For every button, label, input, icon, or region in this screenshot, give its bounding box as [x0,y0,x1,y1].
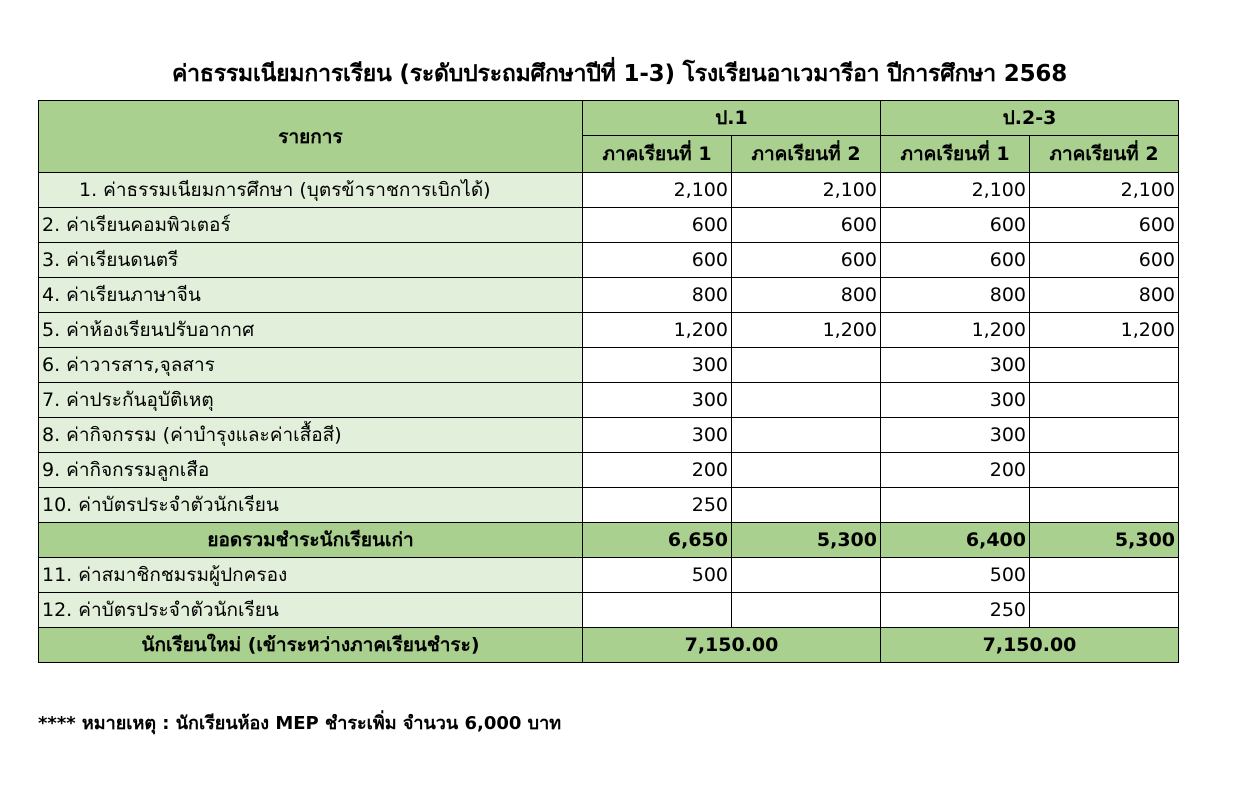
cell-p1-term1 [583,593,732,628]
cell-p23-term2 [1030,488,1179,523]
cell-p1-term2: 800 [732,278,881,313]
row-label: 10. ค่าบัตรประจำตัวนักเรียน [39,488,583,523]
subtotal-label: ยอดรวมชำระนักเรียนเก่า [39,523,583,558]
table-row [39,558,1179,593]
table-row [39,418,1179,453]
cell-p23-term1: 1,200 [881,313,1030,348]
row-label: 8. ค่ากิจกรรม (ค่าบำรุงและค่าเสื้อสี) [39,418,583,453]
subtotal-row [39,523,1179,558]
cell-p1-term1: 250 [583,488,732,523]
header-p1-term2: ภาคเรียนที่ 2 [732,136,881,173]
row-label: 7. ค่าประกันอุบัติเหตุ [39,383,583,418]
table-row [39,348,1179,383]
cell-p23-term2 [1030,418,1179,453]
subtotal-p1-term2: 5,300 [732,523,881,558]
new-total-p1: 7,150.00 [583,628,881,663]
cell-p1-term1: 800 [583,278,732,313]
footnote: **** หมายเหตุ : นักเรียนห้อง MEP ชำระเพิ่ม จำนวน 6,000 บาท [38,713,562,734]
cell-p1-term1: 300 [583,418,732,453]
cell-p1-term2 [732,558,881,593]
table-row [39,593,1179,628]
table-row [39,208,1179,243]
cell-p1-term2: 1,200 [732,313,881,348]
cell-p1-term2 [732,418,881,453]
row-label: 9. ค่ากิจกรรมลูกเสือ [39,453,583,488]
header-group-p23: ป.2-3 [881,101,1179,136]
cell-p1-term2 [732,488,881,523]
subtotal-p23-term2: 5,300 [1030,523,1179,558]
header-item-column: รายการ [39,101,583,173]
cell-p1-term2: 600 [732,243,881,278]
cell-p23-term2 [1030,453,1179,488]
cell-p23-term1: 250 [881,593,1030,628]
new-total-label: นักเรียนใหม่ (เข้าระหว่างภาคเรียนชำระ) [39,628,583,663]
header-group-p1: ป.1 [583,101,881,136]
cell-p23-term1: 300 [881,348,1030,383]
cell-p23-term2: 800 [1030,278,1179,313]
cell-p23-term1: 2,100 [881,173,1030,208]
cell-p1-term1: 300 [583,383,732,418]
cell-p1-term1: 2,100 [583,173,732,208]
cell-p23-term2 [1030,383,1179,418]
cell-p23-term1 [881,488,1030,523]
cell-p1-term2: 600 [732,208,881,243]
table-row [39,243,1179,278]
header-p1-term1: ภาคเรียนที่ 1 [583,136,732,173]
cell-p1-term1: 200 [583,453,732,488]
row-label: 3. ค่าเรียนดนตรี [39,243,583,278]
table-row [39,313,1179,348]
cell-p23-term1: 300 [881,418,1030,453]
cell-p23-term1: 600 [881,243,1030,278]
cell-p23-term1: 200 [881,453,1030,488]
row-label: 2. ค่าเรียนคอมพิวเตอร์ [39,208,583,243]
row-label: 6. ค่าวารสาร,จุลสาร [39,348,583,383]
cell-p1-term2 [732,593,881,628]
cell-p23-term2 [1030,593,1179,628]
cell-p23-term2: 1,200 [1030,313,1179,348]
subtotal-p23-term1: 6,400 [881,523,1030,558]
table-row [39,383,1179,418]
header-p23-term2: ภาคเรียนที่ 2 [1030,136,1179,173]
row-label: 1. ค่าธรรมเนียมการศึกษา (บุตรข้าราชการเบิกได้) [39,173,583,208]
cell-p23-term2: 600 [1030,208,1179,243]
new-total-p23: 7,150.00 [881,628,1179,663]
row-label: 4. ค่าเรียนภาษาจีน [39,278,583,313]
cell-p1-term1: 600 [583,208,732,243]
cell-p23-term1: 600 [881,208,1030,243]
cell-p23-term1: 800 [881,278,1030,313]
cell-p23-term1: 500 [881,558,1030,593]
document-title: ค่าธรรมเนียมการเรียน (ระดับประถมศึกษาปีที่ 1-3) โรงเรียนอาเวมารีอา ปีการศึกษา 2568 [171,61,1068,87]
cell-p1-term1: 600 [583,243,732,278]
cell-p23-term2 [1030,348,1179,383]
cell-p1-term1: 500 [583,558,732,593]
new-student-total-row [39,628,1179,663]
subtotal-p1-term1: 6,650 [583,523,732,558]
cell-p1-term2: 2,100 [732,173,881,208]
row-label: 12. ค่าบัตรประจำตัวนักเรียน [39,593,583,628]
row-label: 5. ค่าห้องเรียนปรับอากาศ [39,313,583,348]
table-row [39,278,1179,313]
cell-p1-term1: 1,200 [583,313,732,348]
fee-table [38,100,1179,663]
cell-p23-term2: 600 [1030,243,1179,278]
cell-p1-term2 [732,453,881,488]
header-p23-term1: ภาคเรียนที่ 1 [881,136,1030,173]
cell-p1-term2 [732,348,881,383]
table-row [39,173,1179,208]
table-row [39,488,1179,523]
cell-p1-term2 [732,383,881,418]
table-row [39,453,1179,488]
cell-p23-term1: 300 [881,383,1030,418]
cell-p1-term1: 300 [583,348,732,383]
cell-p23-term2: 2,100 [1030,173,1179,208]
cell-p23-term2 [1030,558,1179,593]
row-label: 11. ค่าสมาชิกชมรมผู้ปกครอง [39,558,583,593]
